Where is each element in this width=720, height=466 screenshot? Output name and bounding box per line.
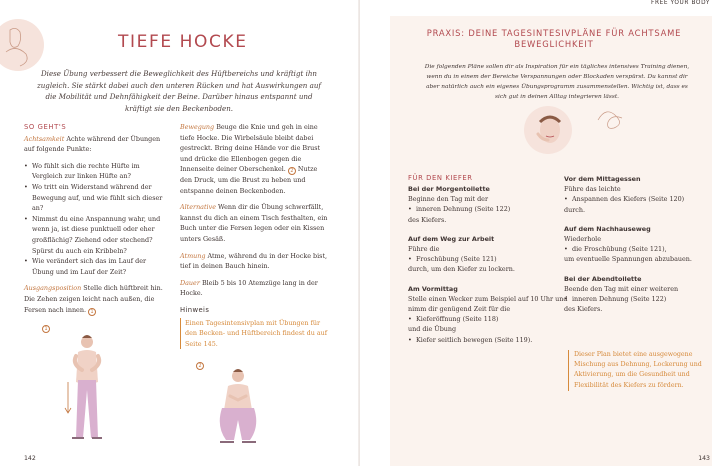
plan-line: Beginne den Tag mit der <box>408 195 489 204</box>
step-marker: 2 <box>288 167 296 175</box>
plan-block-title: Am Vormittag <box>408 284 458 293</box>
praxis-title: PRAXIS: DEINE TAGESINTESIVPLÄNE FÜR ACHTSAME BEWEGLICHKEIT <box>426 28 682 49</box>
question-item: • Wo tritt ein Widerstand während der Bewegung auf, und wie fühlt sich dieser an? <box>24 182 164 214</box>
face-circle-illustration <box>524 104 572 156</box>
plan-line: und die Übung <box>408 325 457 334</box>
plan-block-title: Bei der Morgentoilette <box>408 185 490 193</box>
figure-circle-illustration <box>0 18 48 72</box>
alternative-paragraph <box>180 202 328 244</box>
achtsamkeit-text: Achte während der Übungen auf folgende Punkte: <box>24 134 161 154</box>
bewegung-text: Beuge die Knie und geh in eine tiefe Hocke. Die Wirbelsäule bleibt dabei gestreckt. Bring deine Hände vor die Brust und drücke die Ellenbogen gegen die Innenseite deiner Oberschenkel. <box>180 123 321 174</box>
step-marker: 1 <box>88 308 96 316</box>
plan-line: Stelle einen Wecker zum Beispiel auf 10 Uhr und nimm dir genügend Zeit für die <box>408 294 568 314</box>
plan-block <box>564 224 714 265</box>
plan-line: durch. <box>564 205 585 214</box>
dauer-text: Bleib 5 bis 10 Atemzüge lang in der Hocke. <box>180 278 318 298</box>
bewegung-text-2: Nutze den Druck, um die Brust zu heben und entspanne deinen Beckenboden. <box>180 165 318 195</box>
plan-line: durch, um den Kiefer zu lockern. <box>408 265 515 274</box>
dauer-label: Dauer <box>180 278 200 287</box>
plan-block <box>408 184 568 225</box>
plan-block <box>564 174 714 215</box>
figure-marker: 1 <box>42 325 50 333</box>
page-title: TIEFE HOCKE <box>118 32 248 52</box>
achtsamkeit-paragraph <box>24 134 164 155</box>
plan-block <box>408 234 568 275</box>
ausgangsposition-text: Stelle dich hüftbreit hin. Die Zehen zeigen leicht nach außen, die Fersen nach innen. <box>24 284 163 314</box>
ausgangsposition-paragraph <box>24 283 164 315</box>
squat-figure-illustration <box>206 366 270 446</box>
alternative-label: Alternative <box>180 203 216 212</box>
atmung-paragraph <box>180 251 328 272</box>
bewegung-label: Bewegung <box>180 123 215 131</box>
swirl-decoration <box>596 104 636 134</box>
plan-bullet: • die Froschübung (Seite 121), <box>564 244 714 254</box>
plan-block-title: Bei der Abendtoilette <box>564 274 642 283</box>
plan-line: Wiederhole <box>564 235 601 244</box>
alternative-text: Wenn dir die Übung schwerfällt, kannst du dich an einem Tisch festhalten, ein Buch unter die Fersen legen oder ein Kissen unters Gesäß. <box>180 203 328 243</box>
running-header: FREE YOUR BODY <box>651 0 710 6</box>
question-item: • Wie verändert sich das im Lauf der Übung und im Lauf der Zeit? <box>24 256 164 277</box>
hinweis-box <box>180 305 328 349</box>
atmung-text: Atme, während du in der Hocke bist, tief in deinen Bauch hinein. <box>180 251 328 271</box>
standing-figure-illustration <box>54 330 116 448</box>
dauer-paragraph <box>180 278 328 299</box>
praxis-intro: Die folgenden Pläne sollen dir als Inspiration für ein tägliches intensives Training dienen, wenn du in einem der Bereiche Verspannungen oder Blockaden verspürst. Du kannst dir aber natürlich auch ein eigenes Übungsprogramm zusammenstellen. Wichtig ist, dass es sich gut in deinen Alltag integrieren lässt. <box>424 64 690 100</box>
plan-block <box>408 284 568 345</box>
plan-line: des Kiefers. <box>564 305 603 314</box>
plan-line: Beende den Tag mit einer weiteren <box>564 284 679 293</box>
bewegung-paragraph <box>180 122 328 196</box>
achtsamkeit-label: Achtsamkeit <box>24 134 65 143</box>
intro-text: Diese Übung verbessert die Beweglichkeit des Hüftbereichs und kräftigt ihn zugleich. Sie stärkt dabei auch den unteren Rücken und hat Auswirkungen auf die Mobilität und Dehnfähigkeit der Beine. Darüber hinaus entspannt und kräftigt sie den Beckenboden. <box>36 69 322 113</box>
plan-bullet: • inneren Dehnung (Seite 122) <box>408 204 568 214</box>
so-gehts-column <box>24 122 164 321</box>
question-item: • Nimmst du eine Anspannung wahr, und wenn ja, ist diese punktuell oder eher großflächig? Ziehend oder stechend? Spürst du auch ein Kribbeln? <box>24 214 164 256</box>
instructions-column <box>180 122 328 349</box>
ausgangsposition-label: Ausgangsposition <box>24 284 82 293</box>
plan-column-2 <box>564 174 714 323</box>
atmung-label: Atmung <box>180 251 206 260</box>
question-item: • Wo fühlt sich die rechte Hüfte im Vergleich zur linken Hüfte an? <box>24 161 164 182</box>
plan-line: Führe die <box>408 245 440 254</box>
plan-bullet: • inneren Dehnung (Seite 122) <box>564 294 714 304</box>
plan-block-title: Auf dem Weg zur Arbeit <box>408 234 495 243</box>
hinweis-title: Hinweis <box>180 305 210 314</box>
plan-column-1 <box>408 184 568 354</box>
figure-marker: 2 <box>196 362 204 370</box>
page-number-left: 142 <box>24 455 36 462</box>
plan-bullet: • Kieferöffnung (Seite 118) <box>408 314 568 324</box>
plan-bullet: • Anspannen des Kiefers (Seite 120) <box>564 194 714 204</box>
plan-note: Dieser Plan bietet eine ausgewogene Mischung aus Dehnung, Lockerung und Aktivierung, um die Gesundheit und Flexibilität des Kiefers zu fördern. <box>568 350 714 391</box>
plan-block-title: Auf dem Nachhauseweg <box>564 224 651 233</box>
plan-block <box>564 274 714 315</box>
so-gehts-heading: SO GEHT'S <box>24 123 67 131</box>
plan-line: Führe das leichte <box>564 185 621 194</box>
kiefer-heading: FÜR DEN KIEFER <box>408 174 473 182</box>
plan-line: des Kiefers. <box>408 215 447 224</box>
plan-block-title: Vor dem Mittagessen <box>564 175 641 183</box>
plan-line: um eventuelle Spannungen abzubauen. <box>564 255 692 264</box>
plan-bullet: • Froschübung (Seite 121) <box>408 254 568 264</box>
right-page <box>360 0 720 466</box>
hinweis-text: Einen Tagesintensivplan mit Übungen für den Becken- und Hüftbereich findest du auf Seite 145. <box>180 318 328 350</box>
plan-bullet: • Kiefer seitlich bewegen (Seite 119). <box>408 335 568 345</box>
page-number-right: 143 <box>698 455 710 462</box>
